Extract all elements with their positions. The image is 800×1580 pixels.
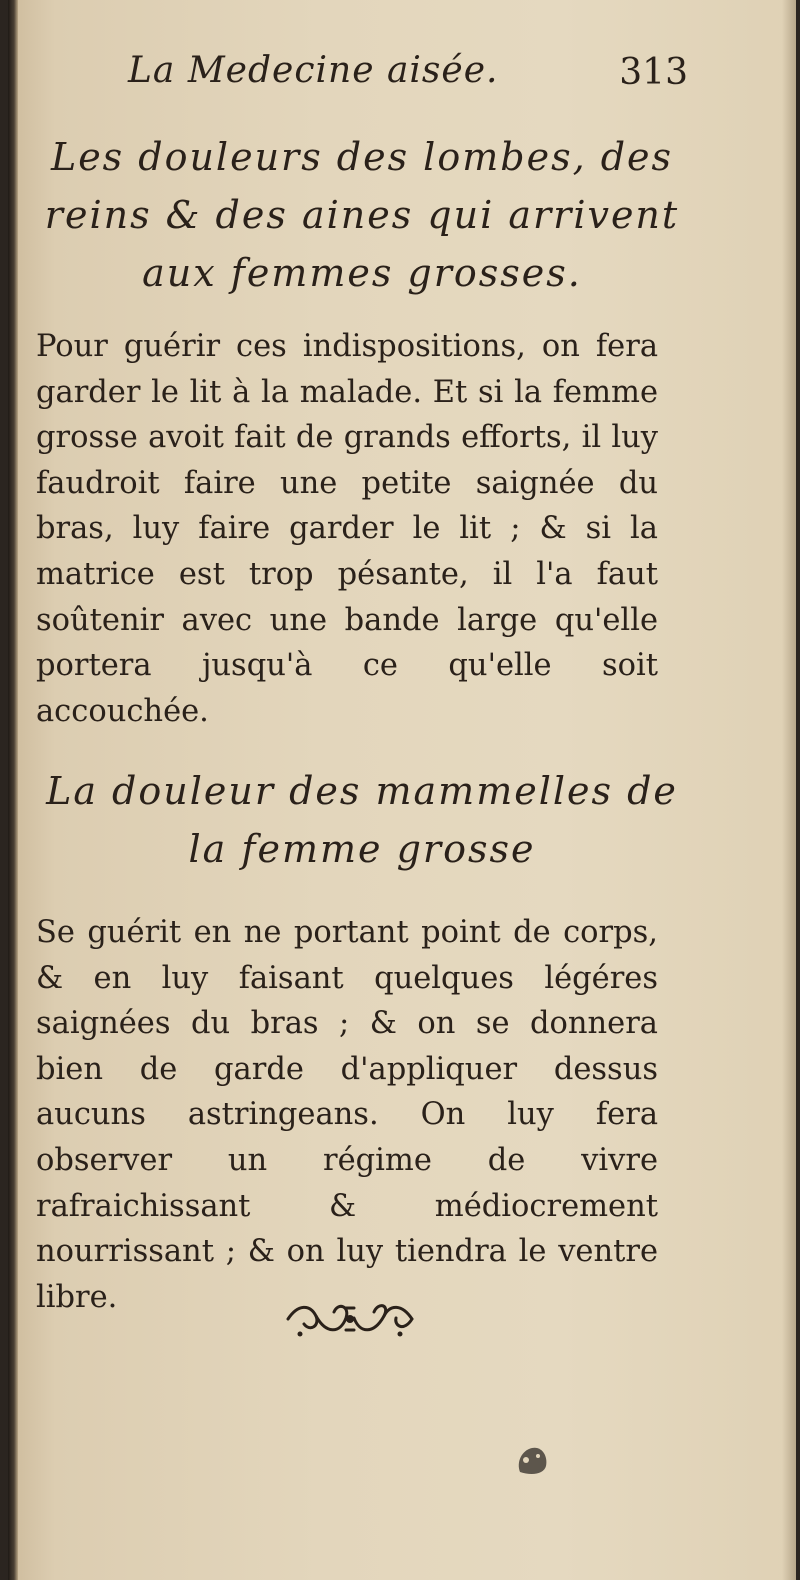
running-title: La Medecine aisée. <box>128 50 499 91</box>
page-gutter <box>8 0 18 1580</box>
section-paragraph: Pour guérir ces indispositions, on fera garder le lit à la malade. Et si la femme grosse avoit fait de grands efforts, il luy faudroit faire une petite saignée du bras, luy faire garder le lit ; & si la matrice est trop pésante, il l'a faut soûtenir avec une bande large qu'elle portera jusqu'à ce qu'elle soit accouchée. <box>36 329 658 729</box>
floral-ornament-icon <box>280 1296 420 1342</box>
page-edge-shadow <box>782 0 796 1580</box>
ink-stain-icon <box>512 1442 554 1478</box>
book-page <box>8 0 796 1580</box>
running-head <box>128 50 688 100</box>
page-number: 313 <box>619 52 688 93</box>
section-paragraph: Se guérit en ne portant point de corps, & en luy faisant quelques légéres saignées du bras ; & on se donnera bien de garde d'appliquer dessus aucuns astringeans. On luy fera observer un régime de vivre rafraichissant & médiocrement nourrissant ; & on luy tiendra le ventre libre. <box>36 915 658 1315</box>
section-heading: La douleur des mammelles de la femme grosse <box>46 769 678 871</box>
section-heading: Les douleurs des lombes, des reins & des aines qui arrivent aux femmes grosses. <box>44 135 680 295</box>
